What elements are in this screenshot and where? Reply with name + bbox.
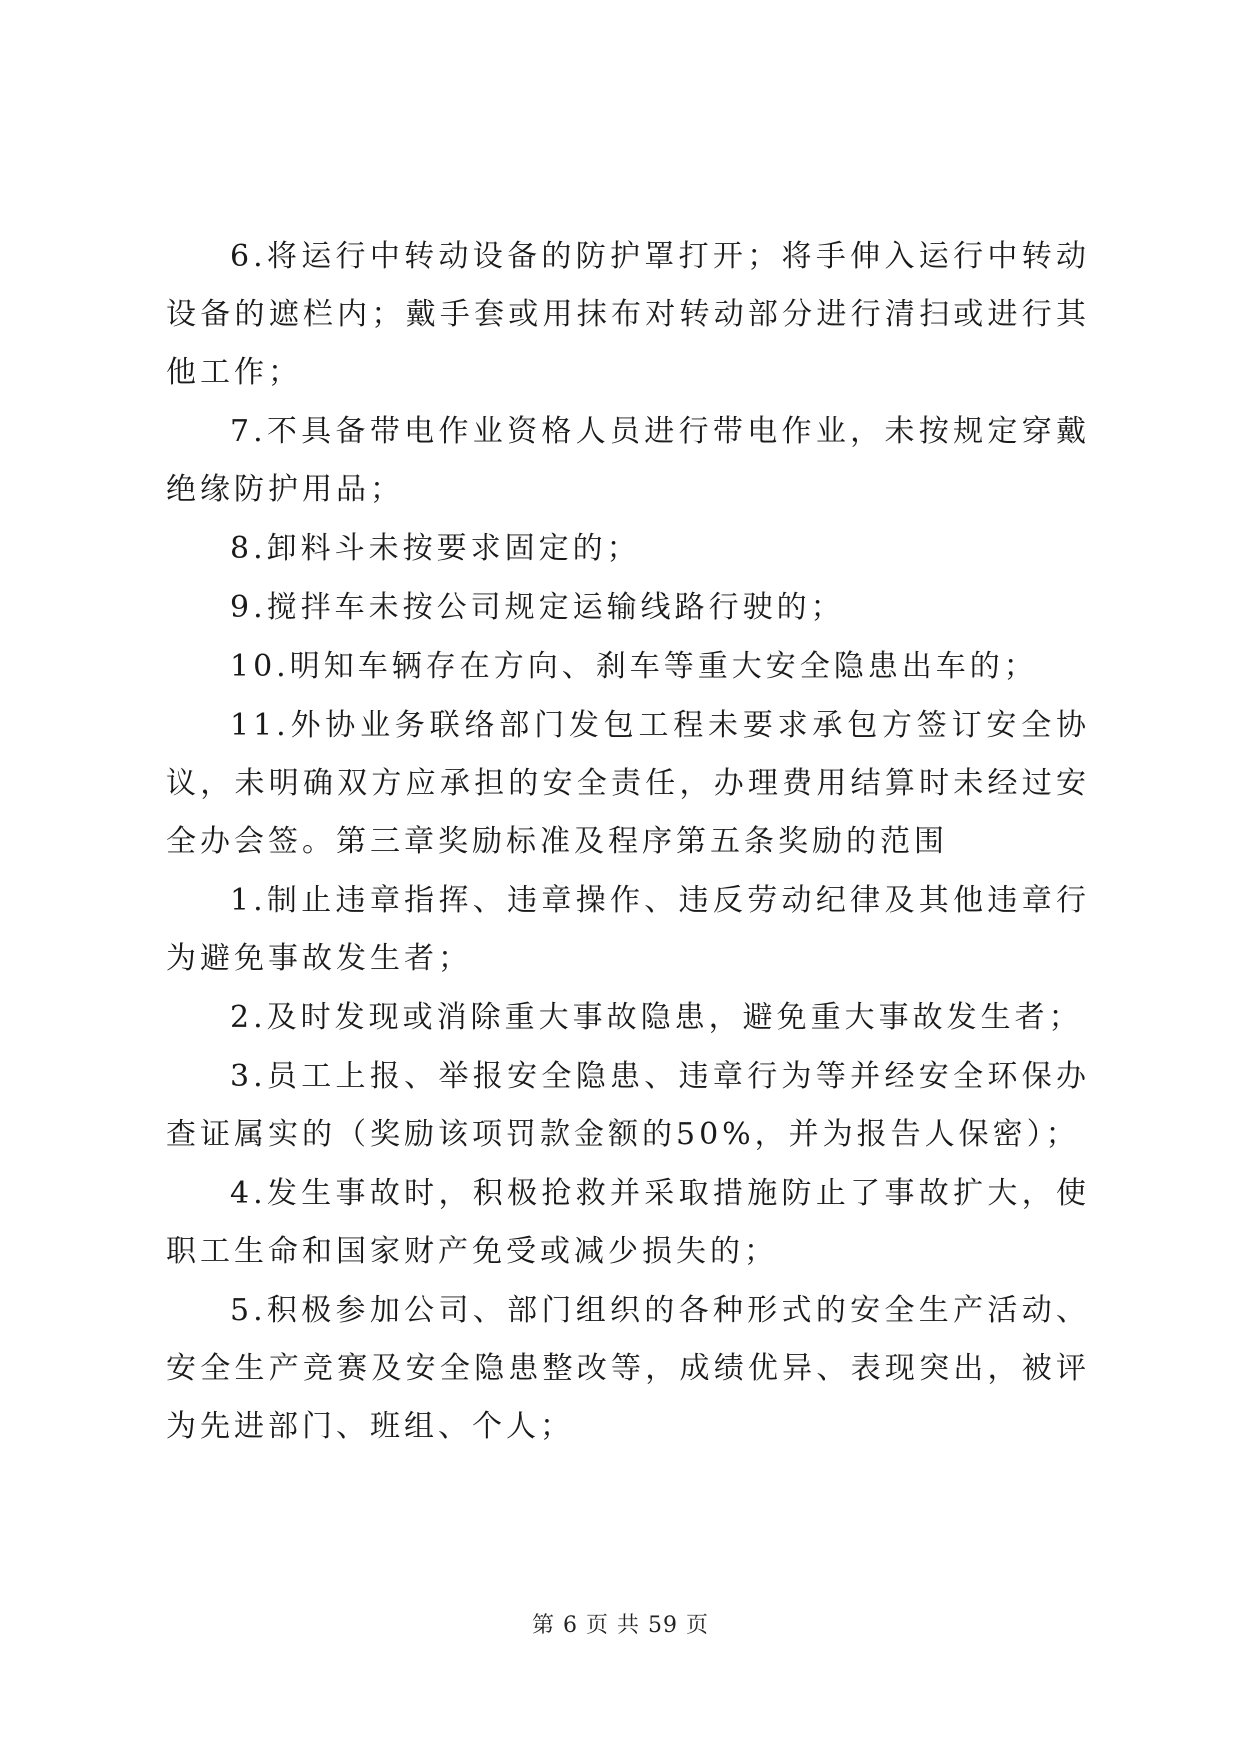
paragraph-item-11: 11.外协业务联络部门发包工程未要求承包方签订安全协议，未明确双方应承担的安全责任，办理费用结算时未经过安全办会签。第三章奖励标准及程序第五条奖励的范围 <box>166 708 1090 859</box>
paragraph-item-8: 8.卸料斗未按要求固定的； <box>230 531 641 566</box>
reward-item-2: 2.及时发现或消除重大事故隐患，避免重大事故发生者； <box>230 1000 1083 1035</box>
paragraph-item-6: 6.将运行中转动设备的防护罩打开；将手伸入运行中转动设备的遮栏内；戴手套或用抹布对转动部分进行清扫或进行其他工作； <box>166 239 1090 390</box>
reward-item-5: 5.积极参加公司、部门组织的各种形式的安全生产活动、安全生产竞赛及安全隐患整改等，成绩优异、表现突出，被评为先进部门、班组、个人； <box>166 1293 1090 1444</box>
paragraph-item-7: 7.不具备带电作业资格人员进行带电作业，未按规定穿戴绝缘防护用品； <box>166 414 1090 507</box>
reward-item-1: 1.制止违章指挥、违章操作、违反劳动纪律及其他违章行为避免事故发生者； <box>166 883 1090 976</box>
page-number-footer: 第 6 页 共 59 页 <box>532 1613 709 1638</box>
reward-item-4: 4.发生事故时，积极抢救并采取措施防止了事故扩大，使职工生命和国家财产免受或减少损失的； <box>166 1176 1090 1269</box>
reward-item-3: 3.员工上报、举报安全隐患、违章行为等并经安全环保办查证属实的（奖励该项罚款金额的50%，并为报告人保密）； <box>166 1059 1090 1152</box>
paragraph-item-10: 10.明知车辆存在方向、刹车等重大安全隐患出车的； <box>230 649 1038 684</box>
document-body <box>166 228 1090 1457</box>
paragraph-item-9: 9.搅拌车未按公司规定运输线路行驶的； <box>230 590 845 625</box>
